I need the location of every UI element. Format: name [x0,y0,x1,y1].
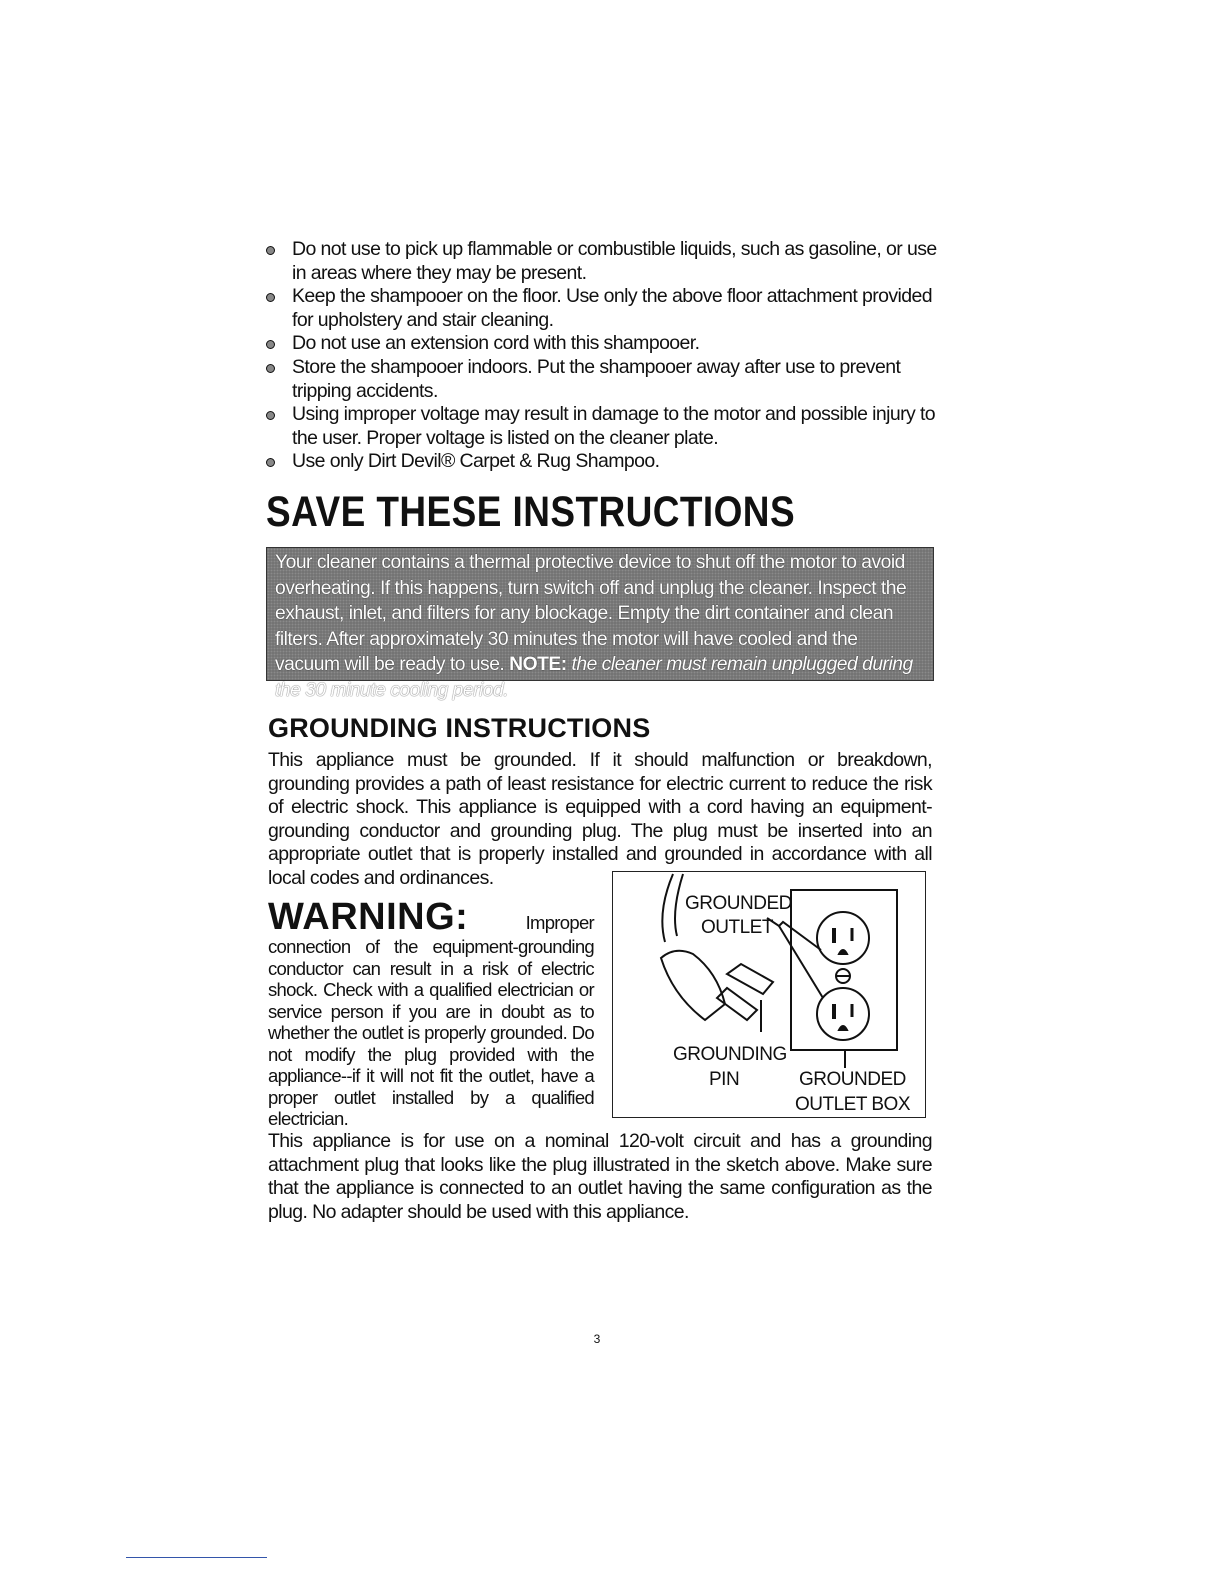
grounded-outlet-figure [612,871,926,1118]
warning-label: WARNING: [268,896,469,938]
receptacle-upper [817,912,869,964]
plug-prong-top [727,964,773,994]
footnote-rule [126,1557,267,1558]
bullet-floor: Keep the shampooer on the floor. Use only the above floor attachment provided for upholstery and stair cleaning. [262,285,938,332]
plug-body [661,951,725,1020]
voltage-paragraph: This appliance is for use on a nominal 120-volt circuit and has a grounding attachment plug that looks like the plug illustrated in the sketch above. Make sure that the appliance is connected to an outlet having the same configuration as the plug. No adapter should be used with this appliance. [268,1130,932,1223]
label-pin: PIN [709,1069,740,1090]
cord-line-1 [662,874,673,942]
warning-block [268,898,594,1130]
bullet-flammable: Do not use to pick up flammable or combustible liquids, such as gasoline, or use in areas where they may be present. [262,238,938,285]
receptacle-lower [817,988,869,1040]
plug-prong-bottom [717,988,757,1020]
notice-text: Your cleaner contains a thermal protective device to shut off the motor to avoid overheating. If this happens, turn switch off and unplug the cleaner. Inspect the exhaust, inlet, and filters for any blockage. Empty the dirt container and clean filters. After approximately 30 minutes the motor will have cooled and the vacuum will be ready to use. [275,552,907,676]
bullet-shampoo: Use only Dirt Devil® Carpet & Rug Shampoo. [262,450,938,474]
page-number: 3 [593,1332,601,1346]
outlet-pointer-1 [767,918,821,950]
bullet-voltage: Using improper voltage may result in damage to the motor and possible injury to the user. Proper voltage is listed on the cleaner plate. [262,403,938,450]
label-outlet: OUTLET [701,917,773,938]
grounding-title: GROUNDING INSTRUCTIONS [268,713,651,743]
notice-note-label: NOTE: [509,654,567,676]
safety-bullet-list [262,238,938,474]
notice-note-text: the cleaner must remain unplugged during the 30 minute cooling period. [275,654,913,701]
label-grounded: GROUNDED [685,893,792,914]
save-instructions-title: SAVE THESE INSTRUCTIONS [266,488,796,536]
cord-line-2 [675,874,683,936]
label-outlet-box: OUTLET BOX [795,1094,911,1115]
label-box-grounded: GROUNDED [799,1069,906,1090]
bullet-store-indoors: Store the shampooer indoors. Put the shampooer away after use to prevent tripping accidents. [262,356,938,403]
thermal-notice-box [266,547,934,701]
warning-text: Improper connection of the equipment-grounding conductor can result in a risk of electric shock. Check with a qualified electrician or service person if you are in doubt as to whether the outlet is properly grounded. Do not modify the plug provided with the appliance--if it will not fit the outlet, have a proper outlet installed by a qualified electrician. [268,912,594,1129]
bullet-extension-cord: Do not use an extension cord with this shampooer. [262,332,938,356]
label-grounding: GROUNDING [673,1044,787,1065]
grounding-paragraph: This appliance must be grounded. If it should malfunction or breakdown, grounding provides a path of least resistance for electric current to reduce the risk of electric shock. This appliance is equipped with a cord having an equipment-grounding conductor and grounding plug. The plug must be inserted into an appropriate outlet that is properly installed and grounded in accordance with all local codes and ordinances. [268,749,932,889]
